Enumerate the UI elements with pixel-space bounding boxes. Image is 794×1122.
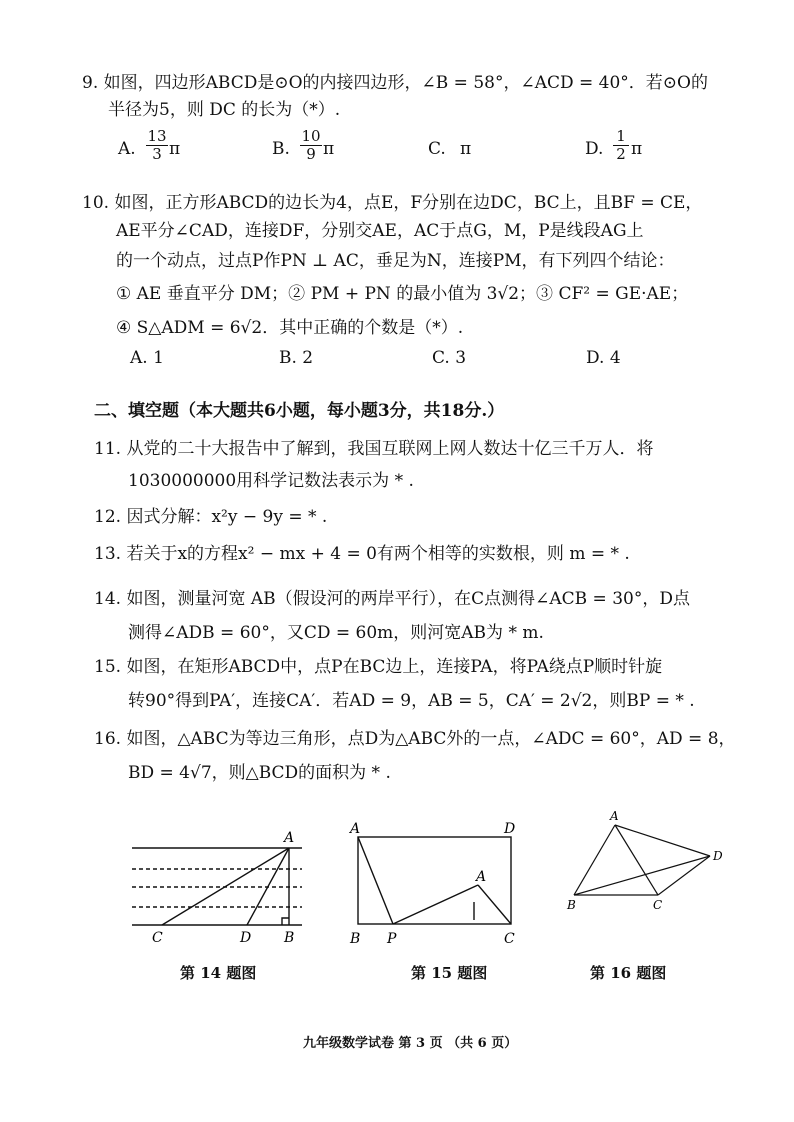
q14-line2: 测得∠ADB = 60°，又CD = 60m，则河宽AB为 * m.	[128, 623, 544, 643]
q12: 12. 因式分解：x²y − 9y = * .	[94, 507, 328, 527]
q9-option-b-pi: π	[323, 139, 335, 159]
fig14-label-d: D	[240, 930, 252, 946]
fig14-caption: 第 14 题图	[180, 964, 257, 982]
fig15-label-b: B	[350, 931, 361, 947]
fig15-label-a: A	[350, 821, 361, 837]
q9-option-a-pi: π	[169, 139, 181, 159]
q10-line5: ④ S△ADM = 6√2．其中正确的个数是（*）.	[116, 318, 464, 338]
q10-option-a: A. 1	[130, 348, 164, 368]
section-heading: 二、填空题（本大题共6小题，每小题3分，共18分.）	[94, 401, 505, 421]
q9-option-d-letter: D.	[585, 139, 604, 159]
q10-line4: ① AE 垂直平分 DM；② PM + PN 的最小值为 3√2；③ CF² = GE·AE；	[116, 284, 689, 304]
figure-14	[132, 825, 312, 945]
q10-option-b: B. 2	[279, 348, 314, 368]
q9-option-d-fraction	[613, 128, 629, 163]
q9-option-a-num: 13	[147, 127, 167, 145]
q16-line1: 16. 如图，△ABC为等边三角形，点D为△ABC外的一点，∠ADC = 60°，AD = 8，	[94, 729, 736, 749]
figure-15	[348, 820, 528, 945]
fig14-label-b: B	[284, 930, 295, 946]
fig14-label-a: A	[284, 830, 295, 846]
q16-line2: BD = 4√7，则△BCD的面积为 * .	[128, 763, 391, 783]
q9-option-d-num: 1	[613, 128, 629, 146]
fig15-caption: 第 15 题图	[411, 964, 488, 982]
q9-option-b-letter: B.	[272, 139, 290, 159]
q9-option-d-den: 2	[616, 145, 626, 163]
fig16-label-d: D	[713, 849, 723, 863]
q9-option-a-letter: A.	[118, 139, 136, 159]
figure-16	[562, 808, 732, 933]
fig16-label-c: C	[653, 898, 663, 912]
fig15-label-d: D	[504, 821, 516, 837]
q9-line1: 9. 如图，四边形ABCD是⊙O的内接四边形，∠B = 58°，∠ACD = 40°．若⊙O的	[82, 73, 708, 93]
fig15-label-a-prime: A	[476, 869, 487, 885]
q9-option-b-den: 9	[306, 145, 316, 163]
q9-line2: 半径为5，则 DC 的长为（*）.	[108, 100, 341, 120]
q9-option-b-num: 10	[301, 127, 321, 145]
q14-line1: 14. 如图，测量河宽 AB（假设河的两岸平行），在C点测得∠ACB = 30°，D点	[94, 589, 690, 609]
fig15-label-p: P	[387, 931, 397, 947]
q10-line1: 10. 如图，正方形ABCD的边长为4，点E，F分别在边DC，BC上，且BF = CE，	[82, 193, 703, 213]
q10-line2: AE平分∠CAD，连接DF，分别交AE，AC于点G，M，P是线段AG上	[116, 221, 644, 241]
q11-line1: 11. 从党的二十大报告中了解到，我国互联网上网人数达十亿三千万人．将	[94, 439, 654, 459]
fig16-label-b: B	[567, 898, 576, 912]
q9-option-a-den: 3	[152, 145, 162, 163]
q15-line1: 15. 如图，在矩形ABCD中，点P在BC边上，连接PA，将PA绕点P顺时针旋	[94, 657, 663, 677]
q10-line3: 的一个动点，过点P作PN ⊥ AC，垂足为N，连接PM，有下列四个结论：	[116, 251, 675, 271]
q9-option-d-pi: π	[631, 139, 643, 159]
q10-option-c: C. 3	[432, 348, 467, 368]
q9-option-b-fraction	[300, 128, 322, 163]
fig16-label-a: A	[610, 809, 619, 823]
q13: 13. 若关于x的方程x² − mx + 4 = 0有两个相等的实数根，则 m = * .	[94, 544, 630, 564]
q9-option-a-fraction	[146, 128, 168, 163]
fig15-label-c: C	[504, 931, 515, 947]
q15-line2: 转90°得到PA′，连接CA′．若AD = 9，AB = 5，CA′ = 2√2，则BP = * .	[128, 691, 695, 711]
q11-line2: 1030000000用科学记数法表示为 * .	[128, 471, 414, 491]
q9-option-c-text: π	[460, 139, 472, 159]
page-footer: 九年级数学试卷 第 3 页 （共 6 页）	[303, 1036, 518, 1051]
q10-option-d: D. 4	[586, 348, 621, 368]
fig16-caption: 第 16 题图	[590, 964, 667, 982]
q9-option-c-letter: C.	[428, 139, 446, 159]
fig14-label-c: C	[152, 930, 163, 946]
